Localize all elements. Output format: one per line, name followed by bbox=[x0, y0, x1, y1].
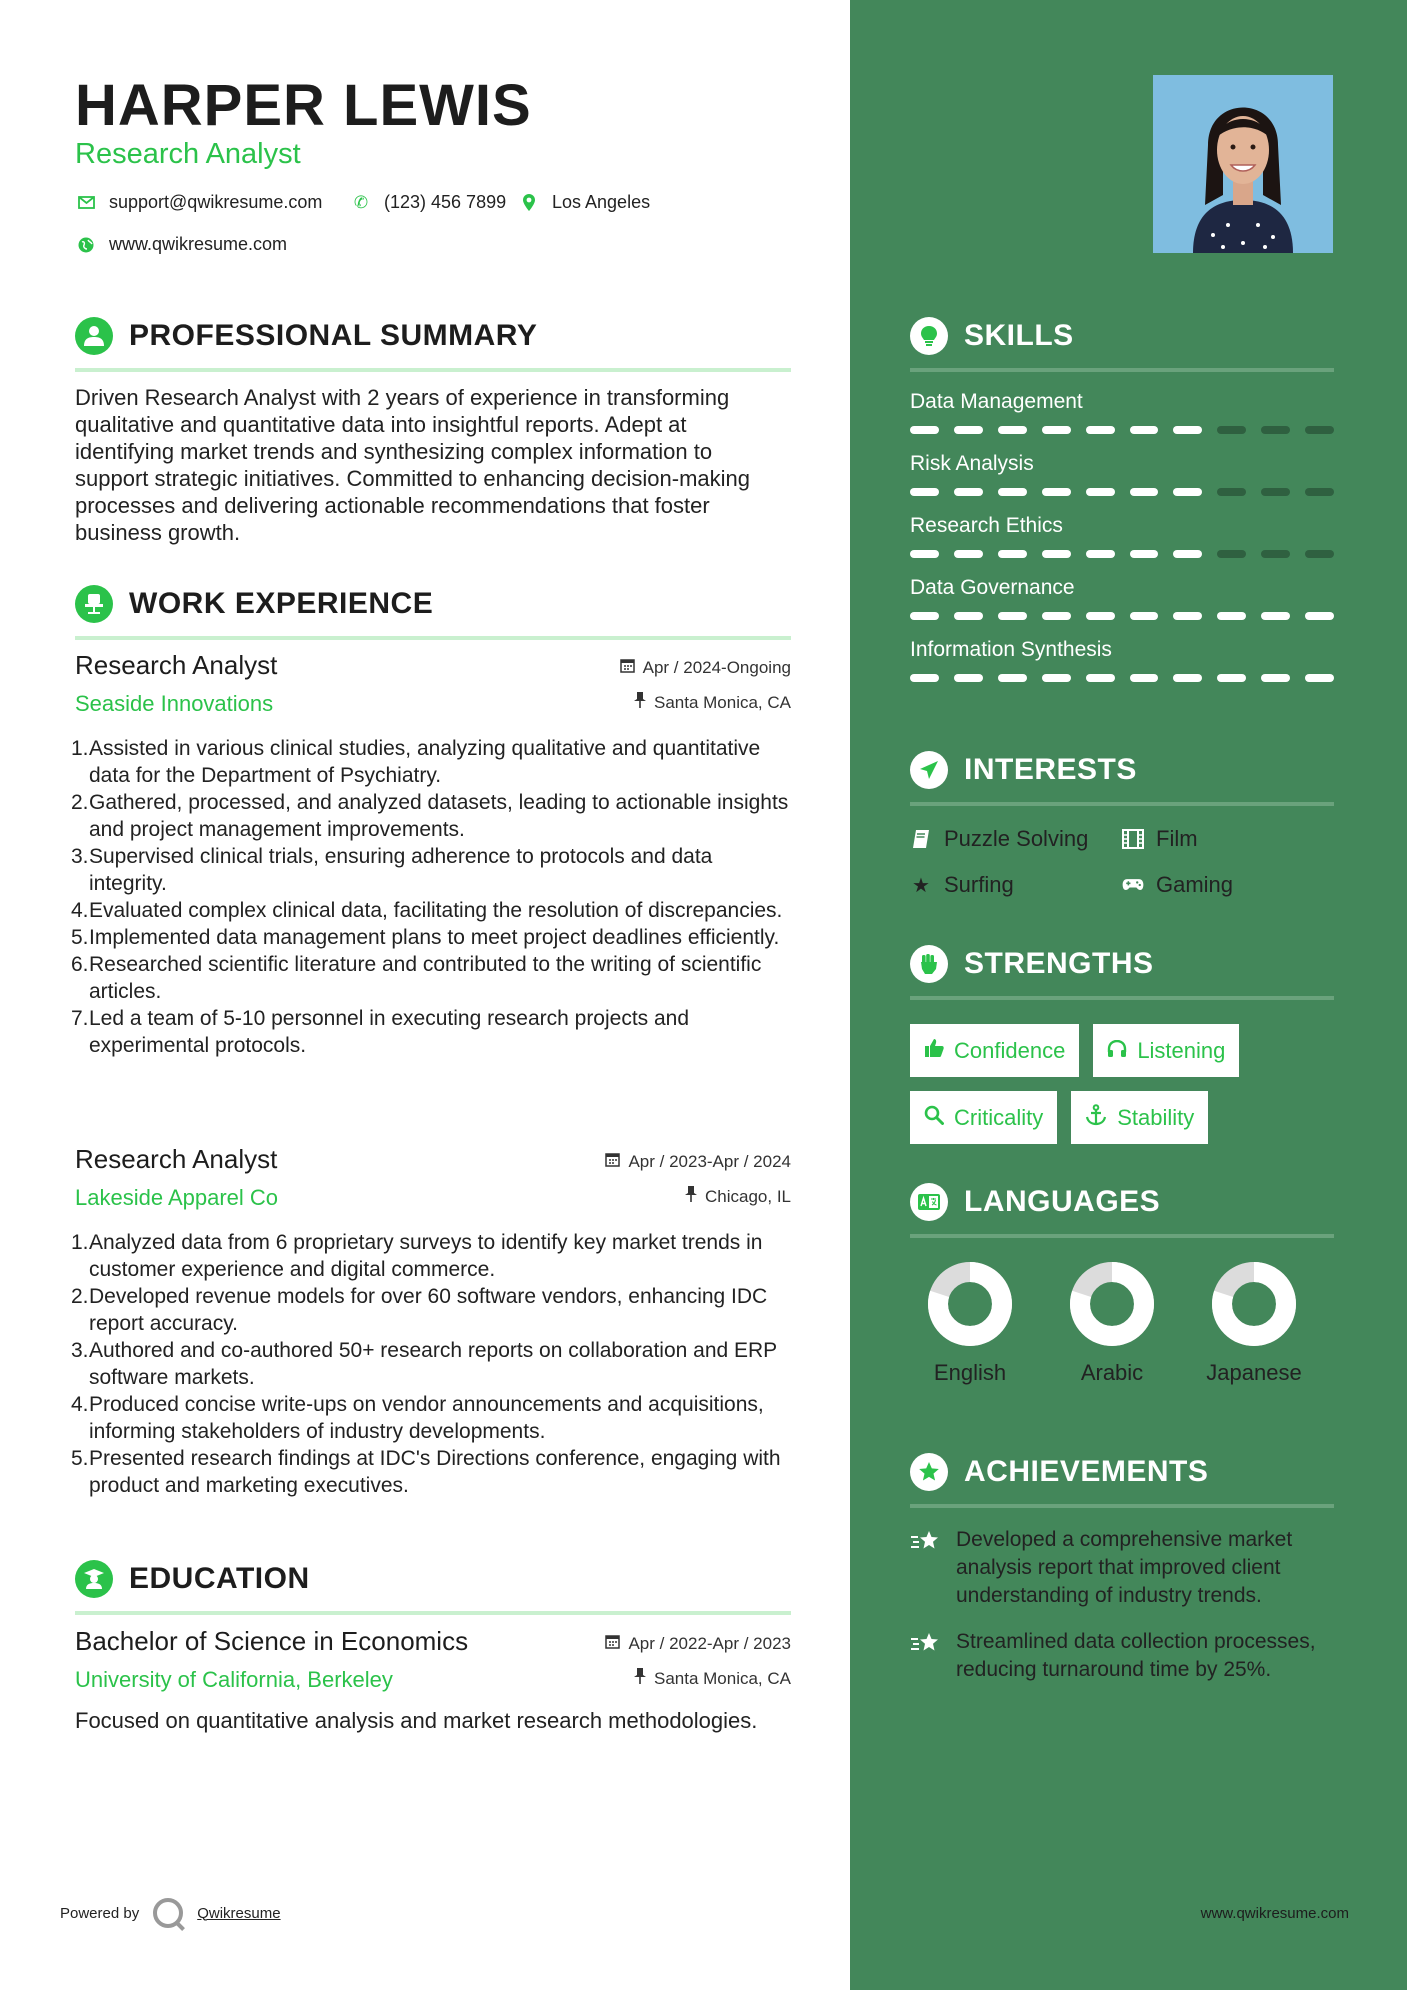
summary-text: Driven Research Analyst with 2 years of experience in transforming qualitative and quantitative data into insightful reports. Adept at identifying market trends and synthesizing complex information to support strategic initiatives. Committed to enhancing decision-making processes and delivering actionable recommendations that foster business growth. bbox=[75, 385, 750, 545]
skill-dash-filled bbox=[954, 426, 983, 434]
skill-dash-filled bbox=[1130, 612, 1159, 620]
section-divider bbox=[75, 368, 791, 372]
job-date-text: Apr / 2024-Ongoing bbox=[642, 658, 791, 677]
profile-photo bbox=[1153, 75, 1333, 253]
skill-dash-filled bbox=[1173, 612, 1202, 620]
language-name: English bbox=[933, 1360, 1007, 1385]
job-company: Lakeside Apparel Co bbox=[75, 1185, 279, 1210]
job-location bbox=[634, 692, 791, 713]
email-text: support@qwikresume.com bbox=[109, 192, 323, 212]
skill-dash-empty bbox=[1305, 550, 1334, 558]
list-item: 3. Supervised clinical trials, ensuring adherence to protocols and data integrity. bbox=[71, 845, 713, 895]
interests-heading: INTERESTS bbox=[964, 753, 1137, 786]
interest-label: Surfing bbox=[944, 872, 1014, 897]
skill-name: Data Management bbox=[910, 390, 1083, 413]
list-item: 4. Produced concise write-ups on vendor announcements and acquisitions, informing stakeholders of industry developments. bbox=[71, 1393, 764, 1443]
footer-url[interactable]: www.qwikresume.com bbox=[1200, 1905, 1349, 1922]
fist-icon bbox=[910, 945, 948, 983]
phone-icon: ✆ bbox=[353, 192, 369, 212]
skill-dash-filled bbox=[998, 488, 1027, 496]
language-donut bbox=[928, 1262, 1012, 1346]
user-icon bbox=[75, 317, 113, 355]
skill-item bbox=[910, 514, 1334, 558]
section-divider bbox=[75, 636, 791, 640]
language-name: Arabic bbox=[1080, 1360, 1144, 1385]
search-icon bbox=[924, 1105, 944, 1131]
skill-name: Data Governance bbox=[910, 576, 1075, 599]
strength-badge bbox=[910, 1024, 1079, 1077]
job-bullets bbox=[71, 1229, 791, 1499]
shooting-star-icon bbox=[910, 1526, 942, 1610]
strengths-section bbox=[910, 942, 1334, 1144]
achievements-heading: ACHIEVEMENTS bbox=[964, 1455, 1209, 1488]
contact-website[interactable] bbox=[75, 234, 287, 255]
skill-dash-filled bbox=[1042, 550, 1071, 558]
section-divider bbox=[910, 1504, 1334, 1508]
job-company: Seaside Innovations bbox=[75, 691, 274, 716]
interest-item bbox=[910, 872, 1122, 898]
education-heading: EDUCATION bbox=[129, 1562, 310, 1595]
skill-dash-filled bbox=[1086, 550, 1115, 558]
language-item bbox=[928, 1262, 1012, 1386]
skill-dash-filled bbox=[1130, 426, 1159, 434]
headphones-icon bbox=[1107, 1038, 1127, 1064]
achievement-text: Developed a comprehensive market analysis report that improved client understanding of industry trends. bbox=[956, 1528, 1293, 1607]
education-location bbox=[634, 1668, 791, 1689]
list-item: 3. Authored and co-authored 50+ research reports on collaboration and ERP software markets. bbox=[71, 1339, 777, 1389]
skill-rating bbox=[910, 550, 1334, 558]
job-location bbox=[685, 1186, 791, 1207]
skill-item bbox=[910, 576, 1334, 620]
list-item: 1. Analyzed data from 6 proprietary surveys to identify key market trends in customer experience and digital commerce. bbox=[71, 1231, 763, 1281]
section-divider bbox=[75, 1611, 791, 1615]
pushpin-icon bbox=[634, 1668, 646, 1689]
skill-dash-filled bbox=[910, 488, 939, 496]
skill-dash-filled bbox=[1217, 612, 1246, 620]
strength-label: Confidence bbox=[954, 1037, 1066, 1063]
skill-dash-filled bbox=[1130, 674, 1159, 682]
job-location-text: Chicago, IL bbox=[705, 1186, 791, 1206]
strength-label: Listening bbox=[1137, 1037, 1226, 1063]
skill-dash-filled bbox=[998, 612, 1027, 620]
list-item: 2. Developed revenue models for over 60 software vendors, enhancing IDC report accuracy. bbox=[71, 1285, 768, 1335]
skill-rating bbox=[910, 674, 1334, 682]
list-item: 6. Researched scientific literature and contributed to the writing of scientific articles. bbox=[71, 953, 762, 1003]
skill-rating bbox=[910, 488, 1334, 496]
language-donut bbox=[1070, 1262, 1154, 1346]
skill-dash-filled bbox=[1086, 612, 1115, 620]
shooting-star-icon bbox=[910, 1628, 942, 1684]
skill-dash-empty bbox=[1305, 426, 1334, 434]
job-date bbox=[605, 1152, 791, 1172]
skill-dash-filled bbox=[954, 488, 983, 496]
globe-icon bbox=[75, 235, 97, 255]
thumbs-up-icon bbox=[924, 1038, 944, 1064]
education-entry bbox=[75, 1626, 791, 1735]
list-item: 1. Assisted in various clinical studies, analyzing qualitative and quantitative data for the Department of Psychiatry. bbox=[71, 737, 761, 787]
strength-label: Stability bbox=[1117, 1104, 1195, 1130]
languages-heading: LANGUAGES bbox=[964, 1185, 1161, 1218]
skill-dash-filled bbox=[954, 550, 983, 558]
achievement-text: Streamlined data collection processes, reducing turnaround time by 25%. bbox=[956, 1630, 1316, 1681]
strength-badge bbox=[1071, 1091, 1208, 1144]
skill-dash-filled bbox=[1086, 488, 1115, 496]
skill-dash-empty bbox=[1261, 426, 1290, 434]
skill-dash-empty bbox=[1305, 488, 1334, 496]
list-item: 5. Implemented data management plans to meet project deadlines efficiently. bbox=[71, 926, 780, 949]
skill-rating bbox=[910, 426, 1334, 434]
lightbulb-icon bbox=[910, 317, 948, 355]
skill-dash-filled bbox=[1042, 674, 1071, 682]
contact-email[interactable] bbox=[75, 192, 322, 213]
section-divider bbox=[910, 368, 1334, 372]
skill-name: Information Synthesis bbox=[910, 638, 1112, 661]
skill-dash-filled bbox=[910, 550, 939, 558]
strength-label: Criticality bbox=[954, 1104, 1044, 1130]
skill-dash-filled bbox=[1042, 426, 1071, 434]
section-divider bbox=[910, 996, 1334, 1000]
section-divider bbox=[910, 1234, 1334, 1238]
skill-item bbox=[910, 638, 1334, 682]
interest-item bbox=[910, 826, 1122, 852]
education-location-text: Santa Monica, CA bbox=[653, 1668, 791, 1688]
education-date-text: Apr / 2022-Apr / 2023 bbox=[628, 1634, 791, 1653]
achievement-item bbox=[910, 1526, 1334, 1610]
skill-dash-empty bbox=[1261, 488, 1290, 496]
calendar-icon bbox=[620, 658, 635, 678]
job-bullets bbox=[71, 735, 791, 1059]
skill-dash-filled bbox=[998, 550, 1027, 558]
experience-heading: WORK EXPERIENCE bbox=[129, 587, 434, 620]
pushpin-icon bbox=[634, 692, 646, 713]
anchor-icon bbox=[1085, 1104, 1107, 1132]
job-date-text: Apr / 2023-Apr / 2024 bbox=[628, 1152, 791, 1171]
list-item: 2. Gathered, processed, and analyzed datasets, leading to actionable insights and project management improvements. bbox=[71, 791, 789, 841]
interest-label: Puzzle Solving bbox=[944, 826, 1089, 851]
skill-dash-filled bbox=[1086, 426, 1115, 434]
education-date bbox=[605, 1634, 791, 1654]
skill-dash-filled bbox=[1086, 674, 1115, 682]
skill-dash-filled bbox=[954, 612, 983, 620]
skill-dash-filled bbox=[1305, 674, 1334, 682]
skills-section bbox=[910, 314, 1334, 682]
website-text: www.qwikresume.com bbox=[109, 234, 288, 254]
skill-dash-empty bbox=[1217, 550, 1246, 558]
skill-dash-empty bbox=[1261, 550, 1290, 558]
education-description: Focused on quantitative analysis and market research methodologies. bbox=[75, 1708, 758, 1733]
job-title: Research Analyst bbox=[75, 650, 278, 680]
skill-dash-filled bbox=[1130, 550, 1159, 558]
skill-dash-filled bbox=[910, 612, 939, 620]
job-title: Research Analyst bbox=[75, 1144, 278, 1174]
language-name: Japanese bbox=[1206, 1360, 1302, 1385]
interests-section bbox=[910, 748, 1334, 898]
skill-name: Risk Analysis bbox=[910, 452, 1034, 475]
skill-dash-empty bbox=[1217, 488, 1246, 496]
list-item: 5. Presented research findings at IDC's Directions conference, engaging with product and marketing executives. bbox=[71, 1447, 781, 1497]
skill-dash-filled bbox=[910, 674, 939, 682]
qwikresume-logo-icon bbox=[153, 1898, 183, 1928]
envelope-icon bbox=[75, 193, 97, 213]
skill-name: Research Ethics bbox=[910, 514, 1063, 537]
candidate-name: HARPER LEWIS bbox=[75, 73, 532, 138]
award-star-icon bbox=[910, 1453, 948, 1491]
strengths-list bbox=[910, 1024, 1334, 1144]
degree-title: Bachelor of Science in Economics bbox=[75, 1626, 469, 1656]
skill-dash-filled bbox=[1042, 612, 1071, 620]
school-name: University of California, Berkeley bbox=[75, 1667, 393, 1692]
section-divider bbox=[910, 802, 1334, 806]
skill-dash-filled bbox=[998, 674, 1027, 682]
language-donut bbox=[1212, 1262, 1296, 1346]
interest-item bbox=[1122, 826, 1322, 852]
skill-dash-filled bbox=[1173, 550, 1202, 558]
job-entry bbox=[71, 650, 791, 1059]
job-location-text: Santa Monica, CA bbox=[653, 692, 791, 712]
interests-list bbox=[910, 826, 1334, 898]
skills-heading: SKILLS bbox=[964, 319, 1074, 352]
experience-section bbox=[75, 582, 791, 640]
location-text: Los Angeles bbox=[552, 192, 651, 212]
skill-dash-filled bbox=[954, 674, 983, 682]
interest-label: Film bbox=[1156, 826, 1198, 851]
graduate-icon bbox=[75, 1560, 113, 1598]
job-entry bbox=[71, 1144, 791, 1499]
summary-section bbox=[75, 314, 791, 372]
strengths-heading: STRENGTHS bbox=[964, 947, 1154, 980]
skill-dash-filled bbox=[1217, 674, 1246, 682]
language-item bbox=[1070, 1262, 1154, 1386]
skill-dash-filled bbox=[1173, 674, 1202, 682]
book-icon bbox=[910, 829, 932, 849]
strength-badge bbox=[910, 1091, 1057, 1144]
languages-list bbox=[928, 1262, 1334, 1386]
pushpin-icon bbox=[685, 1186, 697, 1207]
summary-heading: PROFESSIONAL SUMMARY bbox=[129, 319, 538, 352]
skill-dash-filled bbox=[1261, 674, 1290, 682]
office-chair-icon bbox=[75, 585, 113, 623]
achievement-item bbox=[910, 1628, 1334, 1684]
job-date bbox=[620, 658, 791, 678]
skill-rating bbox=[910, 612, 1334, 620]
languages-section bbox=[910, 1180, 1334, 1386]
skill-dash-filled bbox=[1305, 612, 1334, 620]
skill-dash-filled bbox=[1130, 488, 1159, 496]
skill-dash-filled bbox=[1173, 488, 1202, 496]
qwikresume-link[interactable]: Qwikresume bbox=[197, 1904, 281, 1922]
skill-item bbox=[910, 390, 1334, 434]
calendar-icon bbox=[605, 1634, 620, 1654]
skill-dash-filled bbox=[998, 426, 1027, 434]
skill-dash-filled bbox=[1261, 612, 1290, 620]
list-item: 4. Evaluated complex clinical data, facilitating the resolution of discrepancies. bbox=[71, 899, 783, 922]
candidate-title: Research Analyst bbox=[75, 138, 301, 170]
skill-dash-filled bbox=[910, 426, 939, 434]
contact-phone[interactable] bbox=[350, 192, 506, 213]
contact-location bbox=[518, 192, 650, 213]
skill-dash-empty bbox=[1217, 426, 1246, 434]
gamepad-icon bbox=[1122, 877, 1144, 893]
powered-by-text: Powered by bbox=[60, 1904, 140, 1922]
language-item bbox=[1206, 1262, 1302, 1386]
skill-dash-filled bbox=[1173, 426, 1202, 434]
star-icon: ★ bbox=[912, 874, 930, 897]
calendar-icon bbox=[605, 1152, 620, 1172]
list-item: 7. Led a team of 5-10 personnel in executing research projects and experimental protocols. bbox=[71, 1007, 690, 1057]
interest-item bbox=[1122, 872, 1322, 898]
powered-by bbox=[60, 1898, 281, 1928]
phone-text: (123) 456 7899 bbox=[384, 192, 507, 212]
strength-badge bbox=[1093, 1024, 1239, 1077]
language-icon bbox=[910, 1183, 948, 1221]
achievements-section bbox=[910, 1450, 1334, 1684]
interest-label: Gaming bbox=[1156, 872, 1234, 897]
skill-item bbox=[910, 452, 1334, 496]
education-section bbox=[75, 1557, 791, 1615]
map-marker-icon bbox=[518, 193, 540, 213]
film-icon bbox=[1122, 829, 1144, 849]
paper-plane-icon bbox=[910, 751, 948, 789]
skill-dash-filled bbox=[1042, 488, 1071, 496]
